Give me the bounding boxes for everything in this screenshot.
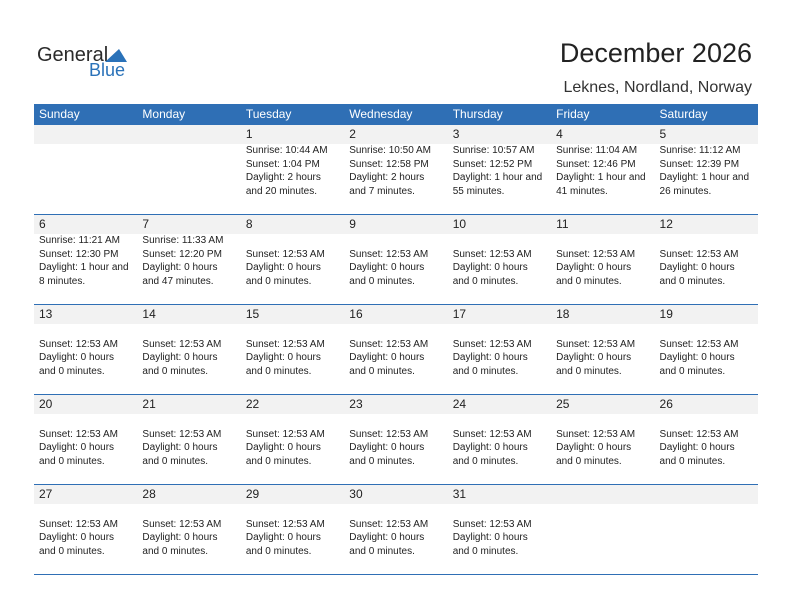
day-cell: [34, 305, 137, 393]
sun-info-line: and 0 minutes.: [452, 275, 519, 287]
sun-info-line: and 0 minutes.: [349, 365, 415, 377]
day-sun-info: [349, 414, 447, 468]
day-cell: [551, 485, 654, 573]
sun-info-line: Sunset: 12:30 PM: [39, 248, 119, 260]
day-cell: [34, 215, 137, 303]
sun-info-line: Sunrise: 10:44 AM: [245, 145, 328, 156]
day-cell: [344, 305, 447, 393]
sun-info-line: Sunrise: 11:21 AM: [39, 235, 120, 246]
calendar-week: [34, 125, 758, 215]
day-cell: [34, 395, 137, 483]
sun-info-line: Sunset: 12:53 AM: [659, 248, 739, 260]
sun-info-line: Sunset: 12:53 AM: [659, 338, 739, 350]
day-sun-info: [556, 414, 654, 468]
calendar-week: [34, 485, 758, 575]
week-row: [34, 395, 758, 483]
sun-info-line: [246, 414, 344, 428]
sun-info-line: and 0 minutes.: [39, 365, 105, 377]
sun-info-line: Sunrise: 11:33 AM: [142, 235, 224, 246]
sun-info-line: and 0 minutes.: [452, 455, 519, 467]
day-cell: [344, 485, 447, 573]
sun-info-line: [246, 234, 344, 248]
page-title: December 2026: [559, 38, 752, 68]
sun-info-line: Sunset: 12:53 AM: [245, 338, 325, 350]
sun-info-line: Daylight: 0 hours: [142, 442, 218, 453]
sun-info-line: Daylight: 0 hours: [39, 532, 115, 543]
sun-info-line: [142, 504, 240, 518]
day-sun-info: [453, 504, 551, 558]
day-sun-info: [660, 144, 758, 198]
sun-info-line: Daylight: 0 hours: [349, 442, 425, 453]
sun-info-line: and 0 minutes.: [556, 275, 622, 287]
day-cell: [241, 305, 344, 393]
day-cell: [655, 485, 758, 573]
day-number: 28: [142, 487, 156, 501]
day-number: 14: [142, 307, 156, 321]
day-cell: [241, 485, 344, 573]
day-cell: [344, 395, 447, 483]
day-sun-info: [453, 234, 551, 288]
sun-info-line: [39, 504, 137, 518]
sun-info-line: Daylight: 0 hours: [349, 532, 425, 543]
day-number: 3: [452, 127, 460, 141]
sun-info-line: Daylight: 0 hours: [452, 352, 528, 363]
day-cell: [344, 125, 447, 213]
sun-info-line: [556, 324, 654, 338]
sun-info-line: and 20 minutes.: [245, 185, 318, 197]
sun-info-line: [349, 504, 447, 518]
day-sun-info: [453, 414, 551, 468]
day-cell: [448, 485, 551, 573]
day-cell: [448, 125, 551, 213]
sun-info-line: and 47 minutes.: [142, 275, 214, 287]
day-number: 30: [349, 487, 363, 501]
sun-info-line: 55 minutes.: [452, 185, 505, 197]
sun-info-line: and 0 minutes.: [39, 545, 105, 557]
logo-text-blue: Blue: [89, 60, 126, 80]
sun-info-line: Sunset: 12:53 AM: [452, 428, 532, 440]
day-number: 26: [659, 397, 673, 411]
sun-info-line: Daylight: 0 hours: [349, 352, 425, 363]
sun-info-line: Daylight: 0 hours: [142, 532, 218, 543]
day-cell: [137, 305, 240, 393]
sun-info-line: Sunset: 12:39 PM: [659, 158, 740, 170]
sun-info-line: Sunset: 12:46 PM: [556, 158, 636, 170]
sun-info-line: Sunset: 12:53 AM: [39, 518, 118, 530]
calendar-weeks: [34, 125, 758, 575]
day-number: 24: [452, 397, 467, 411]
brand-logo: [37, 44, 137, 80]
day-sun-info: [142, 414, 240, 468]
week-row: [34, 485, 758, 573]
sun-info-line: Daylight: 0 hours: [142, 352, 218, 363]
sun-info-line: and 0 minutes.: [142, 455, 209, 467]
day-number: 15: [245, 307, 260, 321]
weekday-thursday: Thursday: [452, 107, 503, 121]
sun-info-line: Daylight: 0 hours: [556, 442, 632, 453]
day-cell: [655, 395, 758, 483]
day-cell: [34, 485, 137, 573]
day-cell: [448, 305, 551, 393]
sun-info-line: Sunset: 12:53 AM: [39, 338, 118, 350]
day-number: 17: [452, 307, 467, 321]
day-cell: [551, 305, 654, 393]
day-number: 22: [245, 397, 260, 411]
sun-info-line: and 0 minutes.: [556, 365, 622, 377]
sun-info-line: and 7 minutes.: [349, 185, 415, 197]
day-number: [660, 485, 758, 504]
day-number: 23: [349, 397, 363, 411]
sun-info-line: Daylight: 0 hours: [245, 262, 321, 273]
day-number: 13: [39, 307, 53, 321]
day-sun-info: [142, 234, 240, 288]
sun-info-line: and 0 minutes.: [245, 275, 312, 287]
sun-info-line: [453, 234, 551, 248]
sun-info-line: 41 minutes.: [556, 185, 608, 197]
sun-info-line: Daylight: 0 hours: [556, 352, 632, 363]
day-sun-info: [453, 324, 551, 378]
sun-info-line: and 0 minutes.: [452, 365, 519, 377]
sun-info-line: [349, 414, 447, 428]
sun-info-line: and 0 minutes.: [659, 365, 726, 377]
sun-info-line: Sunset: 12:53 AM: [556, 428, 636, 440]
sun-info-line: [453, 414, 551, 428]
sun-info-line: [39, 324, 137, 338]
day-number: 9: [349, 217, 356, 231]
day-sun-info: [660, 324, 758, 378]
day-number: 21: [142, 397, 156, 411]
sun-info-line: and 0 minutes.: [659, 275, 726, 287]
day-sun-info: [246, 144, 344, 198]
sun-info-line: and 0 minutes.: [659, 455, 726, 467]
sun-info-line: Sunrise: 11:04 AM: [556, 145, 638, 156]
sun-info-line: Sunrise: 10:50 AM: [349, 145, 431, 156]
sun-info-line: Sunset: 12:53 AM: [349, 338, 429, 350]
day-number: 8: [245, 217, 253, 231]
sun-info-line: Sunset: 12:53 AM: [349, 248, 429, 260]
weekday-header: [34, 104, 758, 125]
sun-info-line: [660, 324, 758, 338]
day-cell: [551, 215, 654, 303]
day-sun-info: [246, 504, 344, 558]
sun-info-line: Daylight: 2 hours: [349, 172, 425, 183]
sun-info-line: Sunset: 12:53 AM: [659, 428, 739, 440]
sun-info-line: and 0 minutes.: [142, 365, 209, 377]
sun-info-line: Daylight: 0 hours: [452, 262, 528, 273]
day-sun-info: [556, 324, 654, 378]
day-number: 4: [556, 127, 563, 141]
day-number: 16: [349, 307, 363, 321]
sun-info-line: Daylight: 0 hours: [245, 352, 321, 363]
calendar-week: [34, 305, 758, 395]
sun-info-line: Sunset: 12:53 AM: [245, 248, 325, 260]
sun-info-line: and 0 minutes.: [245, 365, 312, 377]
sun-info-line: Daylight: 0 hours: [452, 442, 528, 453]
day-sun-info: [349, 144, 447, 198]
sun-info-line: and 0 minutes.: [39, 455, 105, 467]
day-sun-info: [349, 234, 447, 288]
sun-info-line: Sunset: 12:53 AM: [142, 428, 222, 440]
sun-info-line: [246, 504, 344, 518]
sun-info-line: Sunset: 12:53 AM: [245, 518, 325, 530]
sun-info-line: and 0 minutes.: [245, 455, 312, 467]
weekday-friday: Friday: [556, 107, 590, 121]
sun-info-line: Sunset: 12:53 AM: [349, 518, 429, 530]
weekday-saturday: Saturday: [659, 107, 708, 121]
sun-info-line: Sunrise: 10:57 AM: [452, 145, 535, 156]
day-number: [142, 125, 240, 144]
day-number: 25: [556, 397, 570, 411]
day-number: 27: [39, 487, 53, 501]
day-number: 12: [659, 217, 673, 231]
sun-info-line: [453, 504, 551, 518]
day-sun-info: [39, 504, 137, 558]
sun-info-line: Sunset: 1:04 PM: [245, 158, 320, 170]
sun-info-line: Sunset: 12:52 PM: [452, 158, 533, 170]
day-cell: [655, 215, 758, 303]
day-cell: [344, 215, 447, 303]
sun-info-line: Daylight: 0 hours: [659, 352, 735, 363]
sun-info-line: Daylight: 1 hour and: [659, 172, 750, 183]
sun-info-line: Daylight: 0 hours: [39, 442, 115, 453]
day-sun-info: [39, 414, 137, 468]
day-cell: [551, 125, 654, 213]
day-cell: [137, 485, 240, 573]
sun-info-line: Sunset: 12:53 AM: [556, 248, 636, 260]
day-sun-info: [246, 234, 344, 288]
sun-info-line: 26 minutes.: [659, 185, 712, 197]
sun-info-line: Sunset: 12:53 AM: [349, 428, 429, 440]
sun-info-line: and 0 minutes.: [349, 275, 415, 287]
sun-info-line: Sunset: 12:53 AM: [452, 248, 532, 260]
day-number: 5: [659, 127, 667, 141]
day-cell: [137, 395, 240, 483]
sun-info-line: Daylight: 0 hours: [659, 262, 735, 273]
sun-info-line: and 0 minutes.: [245, 545, 312, 557]
sun-info-line: Sunset: 12:53 AM: [452, 338, 532, 350]
day-sun-info: [39, 234, 137, 288]
sun-info-line: Sunrise: 11:12 AM: [659, 145, 741, 156]
day-cell: [241, 215, 344, 303]
day-number: 10: [452, 217, 467, 231]
sun-info-line: Daylight: 0 hours: [39, 352, 115, 363]
weekday-wednesday: Wednesday: [349, 107, 413, 121]
weekday-tuesday: Tuesday: [245, 107, 292, 121]
day-sun-info: [660, 234, 758, 288]
day-sun-info: [660, 414, 758, 468]
day-sun-info: [39, 324, 137, 378]
sun-info-line: [142, 324, 240, 338]
week-row: [34, 125, 758, 213]
day-number: 20: [39, 397, 53, 411]
logo-text-general: General: [37, 44, 109, 66]
sun-info-line: Sunset: 12:58 PM: [349, 158, 429, 170]
day-sun-info: [453, 144, 551, 198]
week-row: [34, 305, 758, 393]
day-number: 31: [452, 487, 467, 501]
sun-info-line: [556, 414, 654, 428]
day-number: 19: [659, 307, 673, 321]
day-sun-info: [246, 414, 344, 468]
sun-info-line: Sunset: 12:53 AM: [142, 338, 222, 350]
sun-info-line: [453, 324, 551, 338]
day-cell: [137, 215, 240, 303]
day-cell: [137, 125, 240, 213]
day-cell: [551, 395, 654, 483]
day-number: 18: [556, 307, 570, 321]
sun-info-line: Daylight: 1 hour and: [556, 172, 646, 183]
day-cell: [241, 395, 344, 483]
day-cell: [448, 395, 551, 483]
day-sun-info: [556, 234, 654, 288]
sun-info-line: Daylight: 0 hours: [556, 262, 632, 273]
weekday-sunday: Sunday: [39, 107, 80, 121]
sun-info-line: [349, 234, 447, 248]
day-number: [556, 485, 654, 504]
sun-info-line: Daylight: 0 hours: [142, 262, 218, 273]
day-sun-info: [349, 324, 447, 378]
sun-info-line: Daylight: 0 hours: [452, 532, 528, 543]
sun-info-line: and 0 minutes.: [452, 545, 519, 557]
sun-info-line: Daylight: 2 hours: [245, 172, 321, 183]
sun-info-line: Daylight: 0 hours: [349, 262, 425, 273]
day-number: 11: [556, 217, 569, 231]
week-row: [34, 215, 758, 303]
sun-info-line: Sunset: 12:53 AM: [39, 428, 118, 440]
day-cell: [655, 125, 758, 213]
sun-info-line: [556, 234, 654, 248]
day-number: [39, 125, 137, 144]
day-sun-info: [349, 504, 447, 558]
sun-info-line: Daylight: 0 hours: [659, 442, 735, 453]
day-sun-info: [556, 144, 654, 198]
day-sun-info: [246, 324, 344, 378]
sun-info-line: [142, 414, 240, 428]
sun-info-line: Sunset: 12:53 AM: [142, 518, 222, 530]
day-number: 7: [142, 217, 150, 231]
sun-info-line: Daylight: 0 hours: [245, 442, 321, 453]
weekday-monday: Monday: [142, 107, 186, 121]
day-number: 6: [39, 217, 46, 231]
day-number: 1: [245, 127, 253, 141]
day-cell: [241, 125, 344, 213]
sun-info-line: [246, 324, 344, 338]
day-cell: [655, 305, 758, 393]
sun-info-line: [39, 414, 137, 428]
sun-info-line: Sunset: 12:53 AM: [452, 518, 532, 530]
day-sun-info: [142, 504, 240, 558]
day-number: 29: [245, 487, 260, 501]
calendar-grid: [34, 104, 758, 575]
sun-info-line: and 0 minutes.: [349, 455, 415, 467]
calendar-week: [34, 215, 758, 305]
sun-info-line: 8 minutes.: [39, 275, 86, 287]
sun-info-line: Sunset: 12:53 AM: [245, 428, 325, 440]
sun-info-line: Daylight: 1 hour and: [39, 262, 129, 273]
sun-info-line: [349, 324, 447, 338]
sun-info-line: and 0 minutes.: [142, 545, 209, 557]
location-subtitle: Leknes, Nordland, Norway: [563, 79, 752, 96]
day-cell: [448, 215, 551, 303]
sun-info-line: and 0 minutes.: [556, 455, 622, 467]
sun-info-line: Sunset: 12:53 AM: [556, 338, 636, 350]
sun-info-line: Daylight: 1 hour and: [452, 172, 543, 183]
sun-info-line: [660, 414, 758, 428]
day-sun-info: [142, 324, 240, 378]
calendar-week: [34, 395, 758, 485]
sun-info-line: Daylight: 0 hours: [245, 532, 321, 543]
sun-info-line: Sunset: 12:20 PM: [142, 248, 222, 260]
day-number: 2: [349, 127, 356, 141]
day-cell: [34, 125, 137, 213]
sun-info-line: and 0 minutes.: [349, 545, 415, 557]
sun-info-line: [660, 234, 758, 248]
